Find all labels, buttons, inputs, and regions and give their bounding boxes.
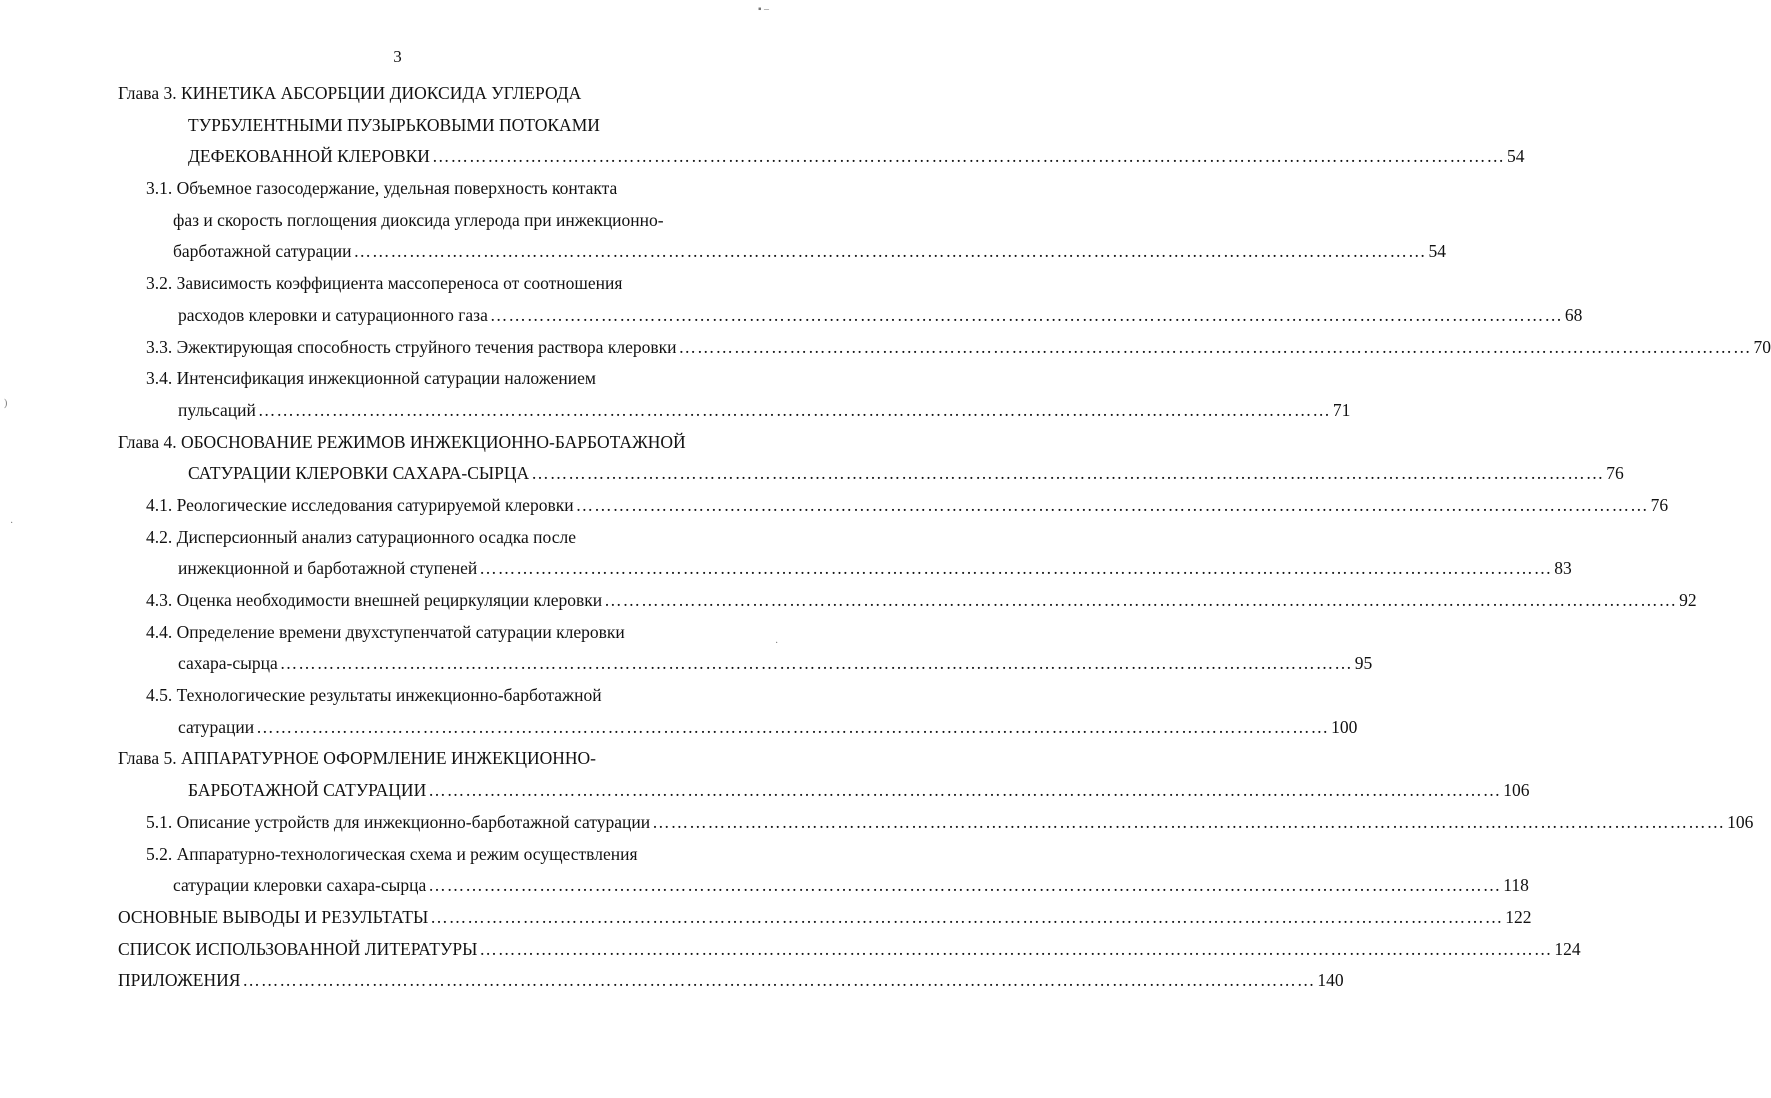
toc-entry-4-3: 4.3. Оценка необходимости внешней рециркуляции клеровки ………………………………………………………………………………………………………………………………………………………… 92 [118,585,758,617]
page-ref: 100 [1331,716,1358,737]
toc-entry-4-5: сатурации ………………………………………………………………………………………………………………………………………………………… 100 [118,712,758,744]
toc-entry-3-3: 3.3. Эжектирующая способность струйного течения раствора клеровки ………………………………………………………………………………………………………………………………………………………… 70 [118,332,758,364]
leader-dots: ………………………………………………………………………………………………………………………………………………………… [428,875,1502,896]
page-ref: 68 [1564,304,1583,325]
toc-entry-conclusions: ОСНОВНЫЕ ВЫВОДЫ И РЕЗУЛЬТАТЫ ………………………………………………………………………………………………………………………………………………………… 122 [118,902,758,934]
page-number: 3 [393,47,402,66]
leader-dots: ………………………………………………………………………………………………………………………………………………………… [428,780,1502,801]
leader-dots: ………………………………………………………………………………………………………………………………………………………… [256,716,1330,737]
leader-dots: ………………………………………………………………………………………………………………………………………………………… [652,811,1726,832]
toc-entry-3-1: барботажной сатурации ………………………………………………………………………………………………………………………………………………………… 54 [118,236,758,268]
scan-mark: · [775,638,779,649]
page-ref: 122 [1505,906,1532,927]
page-ref: 106 [1503,780,1530,801]
leader-dots: ………………………………………………………………………………………………………………………………………………………… [479,558,1553,579]
toc-entry-4-4: сахара-сырца ………………………………………………………………………………………………………………………………………………………… 95 [118,648,758,680]
page-ref: 106 [1727,811,1754,832]
page-ref: 95 [1354,653,1373,674]
page-ref: 76 [1650,494,1669,515]
page-ref: 54 [1428,241,1446,262]
page-ref: 71 [1332,399,1351,420]
leader-dots: ………………………………………………………………………………………………………………………………………………………… [257,399,1331,420]
toc-entry-4-2: инжекционной и барботажной ступеней ………………………………………………………………………………………………………………………………………………………… 83 [118,553,758,585]
page-ref: 83 [1554,558,1572,579]
leader-dots: ………………………………………………………………………………………………………………………………………………………… [353,241,1427,262]
table-of-contents: Глава 3. КИНЕТИКА АБСОРБЦИИ ДИОКСИДА УГЛЕРОДА ТУРБУЛЕНТНЫМИ ПУЗЫРЬКОВЫМИ ПОТОКАМИ ДЕФЕКОВАННОЙ КЛЕРОВКИ ………………………………………………………………………………………………………………………………………………………… 54 3.1. Объемное газосодержание, удельная поверхность контакта фаз и скорость поглощения диоксида углерода при инжекционно- барботажной сатурации ………………………………………………………………………………………………………………………………………………………… 54 3.2. Зависимость коэффициента массопереноса от соотношения расходов клеровки и сатурационного газа ………………………………………………………………………………………………………………………………………………………… 68 3.3. Эжектирующая способность струйного течения раствора клеровки ………………………………………………………………………………………………………………………………………………………… 70 3.4. Интенсификация инжекционной сатурации наложением пульсаций ………………………………………………………………………………………………………………………………………………………… 71 Глава 4. ОБОСНОВАНИЕ РЕЖИМОВ ИНЖЕКЦИОННО-БАРБОТАЖНОЙ САТУРАЦИИ КЛЕРОВКИ САХАРА-СЫРЦА ………………………………………………………………………………………………………………………………………………………… 76 4.1. Реологические исследования сатурируемой клеровки ………………………………………………………………………………………………………………………………………………………… 76 4.2. Дисперсионный анализ сатурационного осадка после инжекционной и барботажной ступеней ………………………………………………………………………………………………………………………………………………………… 83 4.3. Оценка необходимости внешней рециркуляции клеровки ………………………………………………………………………………………………………………………………………………………… 92 4.4. Определение времени двухступенчатой сатурации клеровки сахара-сырца ………………………………………………………………………………………………………………………………………………………… 95 4.5. Технологические результаты инжекционно-барботажной сатурации ………………………………………………………………………………………………………………………………………………………… 100 Глава 5. АППАРАТУРНОЕ ОФОРМЛЕНИЕ ИНЖЕКЦИОННО- БАРБОТАЖНОЙ САТУРАЦИИ ………………………………………………………………………………………………………………………………………………………… 106 5.1. Описание устройств для инжекционно-барботажной сатурации ………………………………………………………………………………………………………………………………………………………… 106 5.2. Аппаратурно-технологическая схема и режим осуществления сатурации клеровки сахара-сырца ………………………………………………………………………………………………………………………………………………………… 118 ОСНОВНЫЕ ВЫВОДЫ И РЕЗУЛЬТАТЫ ………………………………………………………………………………………………………………………………………………………… 122 СПИСОК ИСПОЛЬЗОВАННОЙ ЛИТЕРАТУРЫ ………………………………………………………………………………………………………………………………………………………… 124 ПРИЛОЖЕНИЯ ………………………………………………………………………………………………………………………………………………………… 140 [118,78,758,997]
leader-dots: ………………………………………………………………………………………………………………………………………………………… [531,463,1605,484]
toc-entry-chapter-3: ДЕФЕКОВАННОЙ КЛЕРОВКИ ………………………………………………………………………………………………………………………………………………………… 54 [118,141,758,173]
leader-dots: ………………………………………………………………………………………………………………………………………………………… [431,146,1505,167]
toc-entry-5-2: сатурации клеровки сахара-сырца ………………………………………………………………………………………………………………………………………………………… 118 [118,870,758,902]
toc-entry-3-2: расходов клеровки и сатурационного газа ………………………………………………………………………………………………………………………………………………………… 68 [118,300,758,332]
toc-entry-appendices: ПРИЛОЖЕНИЯ ………………………………………………………………………………………………………………………………………………………… 140 [118,965,758,997]
scan-mark: ▪ ‒ [758,4,770,15]
toc-entry-5-1: 5.1. Описание устройств для инжекционно-барботажной сатурации ………………………………………………………………………………………………………………………………………………………… 106 [118,807,758,839]
toc-entry-chapter-5: БАРБОТАЖНОЙ САТУРАЦИИ ………………………………………………………………………………………………………………………………………………………… 106 [118,775,758,807]
toc-chapter-3-title: Глава 3. КИНЕТИКА АБСОРБЦИИ ДИОКСИДА УГЛЕРОДА [118,83,582,103]
toc-entry-chapter-4: САТУРАЦИИ КЛЕРОВКИ САХАРА-СЫРЦА ………………………………………………………………………………………………………………………………………………………… 76 [118,458,758,490]
toc-entry-3-4: пульсаций ………………………………………………………………………………………………………………………………………………………… 71 [118,395,758,427]
leader-dots: ………………………………………………………………………………………………………………………………………………………… [279,653,1353,674]
leader-dots: ………………………………………………………………………………………………………………………………………………………… [489,304,1563,325]
toc-entry-4-1: 4.1. Реологические исследования сатурируемой клеровки ………………………………………………………………………………………………………………………………………………………… 76 [118,490,758,522]
toc-chapter-4-title: Глава 4. ОБОСНОВАНИЕ РЕЖИМОВ ИНЖЕКЦИОННО-БАРБОТАЖНОЙ [118,431,686,452]
leader-dots: ………………………………………………………………………………………………………………………………………………………… [430,906,1504,927]
page-ref: 54 [1506,146,1525,167]
leader-dots: ………………………………………………………………………………………………………………………………………………………… [604,590,1678,610]
scan-mark: · [10,518,14,529]
leader-dots: ………………………………………………………………………………………………………………………………………………………… [678,336,1752,357]
leader-dots: ………………………………………………………………………………………………………………………………………………………… [242,970,1316,991]
page-ref: 70 [1753,336,1771,357]
toc-chapter-5-title: Глава 5. АППАРАТУРНОЕ ОФОРМЛЕНИЕ ИНЖЕКЦИОННО- [118,748,596,769]
page-ref: 118 [1503,875,1529,896]
page-ref: 92 [1679,590,1697,610]
page-ref: 140 [1317,970,1344,991]
scan-mark: ) [4,398,8,409]
page-ref: 124 [1554,938,1581,959]
page-ref: 76 [1606,463,1624,484]
leader-dots: ………………………………………………………………………………………………………………………………………………………… [479,938,1553,959]
toc-entry-references: СПИСОК ИСПОЛЬЗОВАННОЙ ЛИТЕРАТУРЫ ………………………………………………………………………………………………………………………………………………………… 124 [118,934,758,966]
leader-dots: ………………………………………………………………………………………………………………………………………………………… [575,494,1649,515]
